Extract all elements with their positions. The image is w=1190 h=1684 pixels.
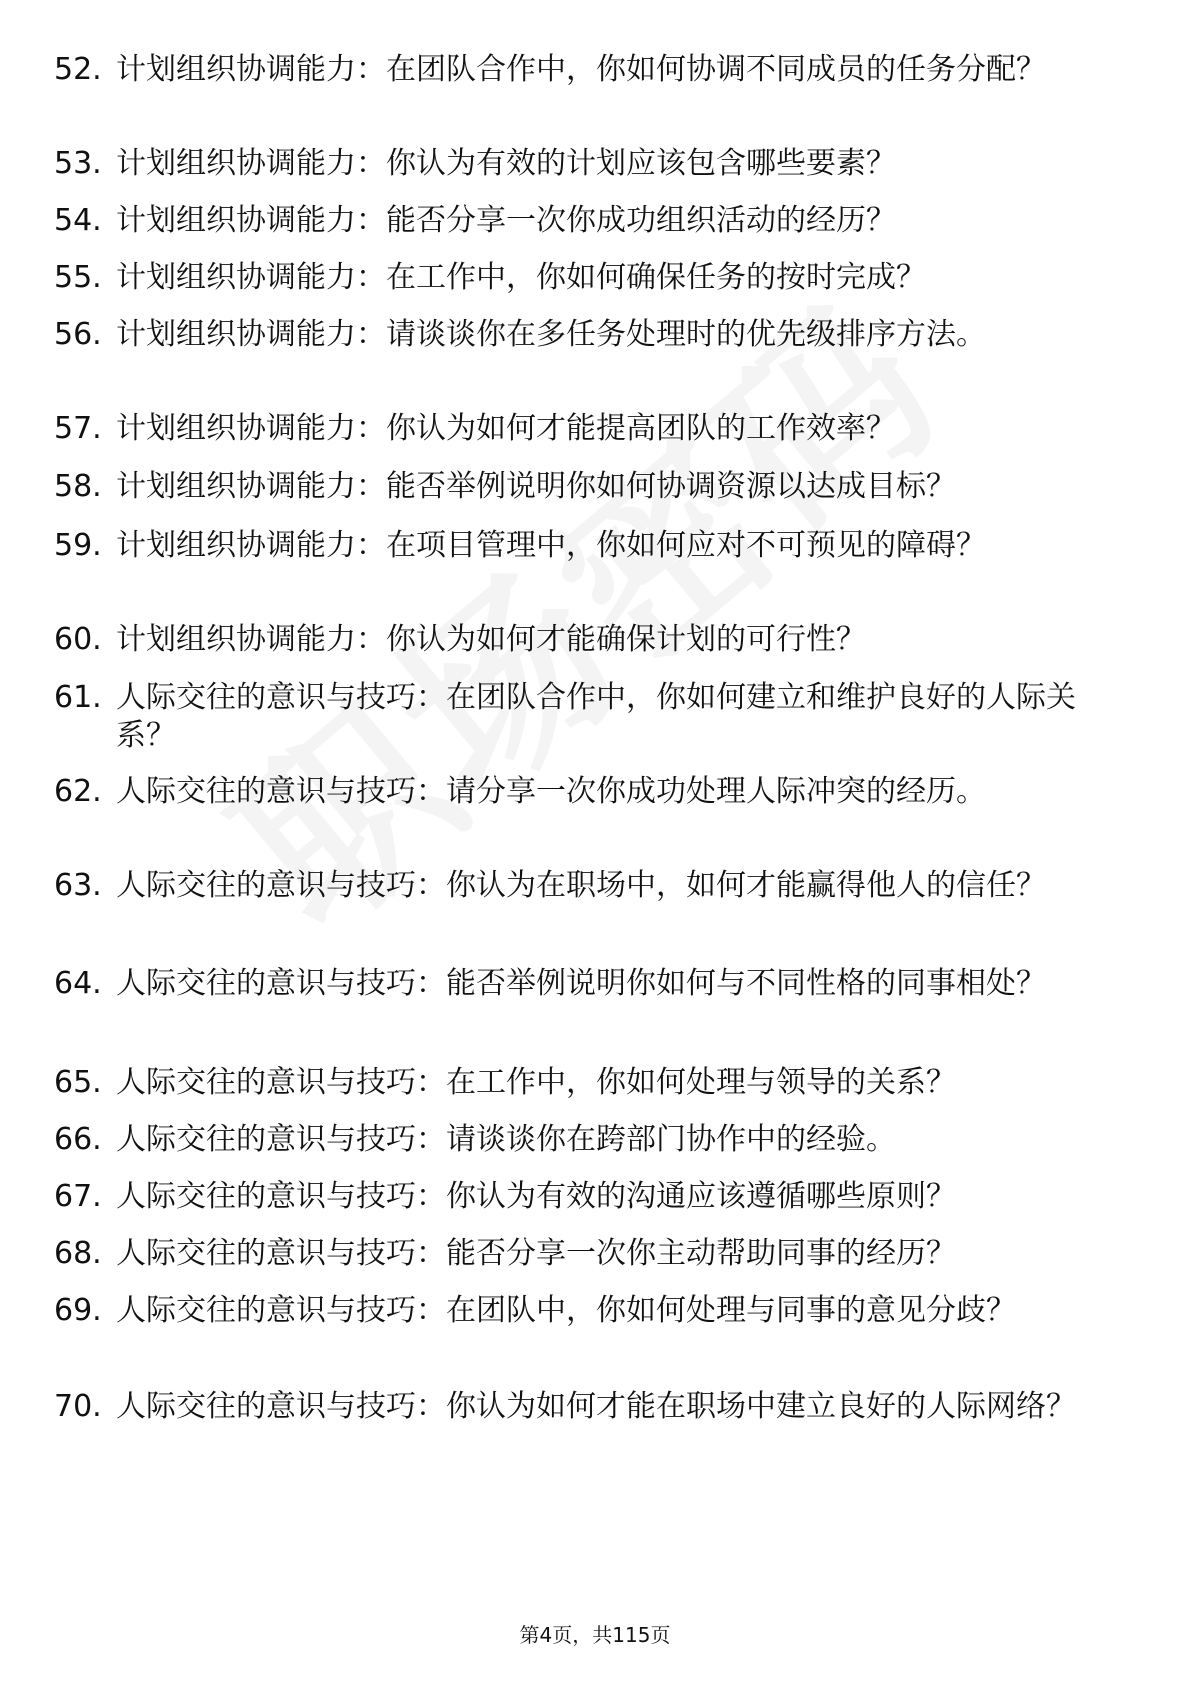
item-number: 55. bbox=[54, 260, 102, 295]
item-number: 61. bbox=[54, 680, 102, 715]
item-number: 70. bbox=[54, 1389, 102, 1424]
item-number: 54. bbox=[54, 203, 102, 238]
item-text: 计划组织协调能力：在工作中，你如何确保任务的按时完成？ bbox=[116, 260, 926, 295]
item-text: 人际交往的意识与技巧：请谈谈你在跨部门协作中的经验。 bbox=[116, 1122, 896, 1157]
item-text: 计划组织协调能力：能否分享一次你成功组织活动的经历？ bbox=[116, 203, 896, 238]
item-text: 计划组织协调能力：在团队合作中，你如何协调不同成员的任务分配？ bbox=[116, 52, 1046, 87]
item-text: 人际交往的意识与技巧：你认为如何才能在职场中建立良好的人际网络？ bbox=[116, 1389, 1076, 1424]
item-number: 67. bbox=[54, 1179, 102, 1214]
item-number: 60. bbox=[54, 622, 102, 657]
item-number: 68. bbox=[54, 1236, 102, 1271]
item-text: 计划组织协调能力：请谈谈你在多任务处理时的优先级排序方法。 bbox=[116, 317, 986, 352]
item-number: 69. bbox=[54, 1293, 102, 1328]
item-text: 计划组织协调能力：你认为如何才能提高团队的工作效率？ bbox=[116, 411, 896, 446]
item-number: 63. bbox=[54, 868, 102, 903]
item-text: 计划组织协调能力：你认为如何才能确保计划的可行性？ bbox=[116, 622, 866, 657]
item-number: 53. bbox=[54, 146, 102, 181]
item-number: 59. bbox=[54, 528, 102, 563]
item-number: 57. bbox=[54, 411, 102, 446]
item-text: 人际交往的意识与技巧：能否分享一次你主动帮助同事的经历？ bbox=[116, 1236, 956, 1271]
item-text: 人际交往的意识与技巧：在工作中，你如何处理与领导的关系？ bbox=[116, 1065, 956, 1100]
item-text: 人际交往的意识与技巧：能否举例说明你如何与不同性格的同事相处？ bbox=[116, 966, 1046, 1001]
item-number: 58. bbox=[54, 469, 102, 504]
item-number: 52. bbox=[54, 52, 102, 87]
item-number: 62. bbox=[54, 774, 102, 809]
item-text: 计划组织协调能力：你认为有效的计划应该包含哪些要素？ bbox=[116, 146, 896, 181]
item-number: 65. bbox=[54, 1065, 102, 1100]
item-text: 人际交往的意识与技巧：请分享一次你成功处理人际冲突的经历。 bbox=[116, 774, 986, 809]
item-text: 人际交往的意识与技巧：你认为有效的沟通应该遵循哪些原则？ bbox=[116, 1179, 956, 1214]
item-number: 56. bbox=[54, 317, 102, 352]
item-text: 计划组织协调能力：能否举例说明你如何协调资源以达成目标？ bbox=[116, 469, 956, 504]
item-text: 人际交往的意识与技巧：在团队合作中，你如何建立和维护良好的人际关系？ bbox=[116, 680, 1076, 753]
item-number: 66. bbox=[54, 1122, 102, 1157]
item-text: 计划组织协调能力：在项目管理中，你如何应对不可预见的障碍？ bbox=[116, 528, 986, 563]
item-text: 人际交往的意识与技巧：你认为在职场中，如何才能赢得他人的信任？ bbox=[116, 868, 1046, 903]
item-number: 64. bbox=[54, 966, 102, 1001]
page-footer: 第4页，共115页 bbox=[519, 1623, 671, 1647]
item-text: 人际交往的意识与技巧：在团队中，你如何处理与同事的意见分歧？ bbox=[116, 1293, 1016, 1328]
